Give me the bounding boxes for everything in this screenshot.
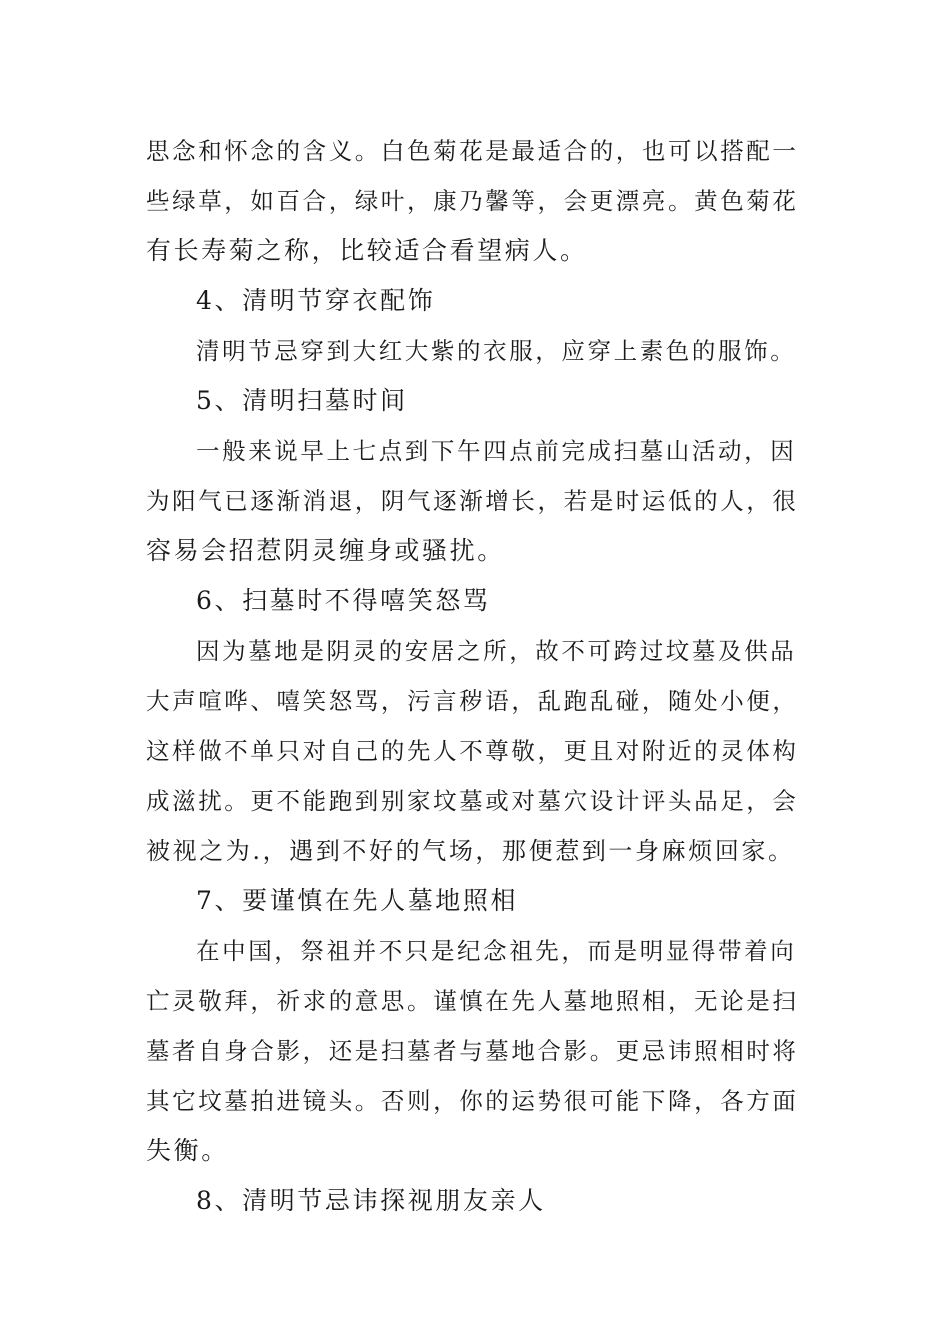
text-line: 些绿草，如百合，绿叶，康乃馨等，会更漂亮。黄色菊花 <box>146 187 799 215</box>
section-heading: 5、清明扫墓时间 <box>196 386 408 415</box>
text-line: 因为墓地是阴灵的安居之所，故不可跨过坟墓及供品 <box>196 637 797 665</box>
text-line: 思念和怀念的含义。白色菊花是最适合的，也可以搭配一 <box>146 137 799 165</box>
text-line: 在中国，祭祖并不只是纪念祖先，而是明显得带着向 <box>196 937 797 965</box>
text-line: 亡灵敬拜，祈求的意思。谨慎在先人墓地照相，无论是扫 <box>146 987 799 1015</box>
text-line: 为阳气已逐渐消退，阴气逐渐增长，若是时运低的人，很 <box>146 487 799 515</box>
text-line: 清明节忌穿到大红大紫的衣服，应穿上素色的服饰。 <box>196 337 797 365</box>
text-line: 墓者自身合影，还是扫墓者与墓地合影。更忌讳照相时将 <box>146 1037 799 1065</box>
text-line: 容易会招惹阴灵缠身或骚扰。 <box>146 536 505 565</box>
text-line: 其它坟墓拍进镜头。否则，你的运势很可能下降，各方面 <box>146 1087 799 1115</box>
text-line: 失衡。 <box>146 1136 229 1165</box>
text-line: 有长寿菊之称，比较适合看望病人。 <box>146 236 588 265</box>
text-line: 被视之为.，遇到不好的气场，那便惹到一身麻烦回家。 <box>146 837 795 865</box>
section-heading: 6、扫墓时不得嘻笑怒骂 <box>196 586 491 615</box>
text-line: 这样做不单只对自己的先人不尊敬，更且对附近的灵体构 <box>146 737 799 765</box>
section-heading: 7、要谨慎在先人墓地照相 <box>196 886 519 915</box>
text-line: 一般来说早上七点到下午四点前完成扫墓山活动，因 <box>196 437 797 465</box>
text-line: 大声喧哗、嘻笑怒骂，污言秽语，乱跑乱碰，随处小便， <box>146 687 799 715</box>
section-heading: 4、清明节穿衣配饰 <box>196 286 436 315</box>
section-heading: 8、清明节忌讳探视朋友亲人 <box>196 1186 546 1215</box>
text-line: 成滋扰。更不能跑到别家坟墓或对墓穴设计评头品足，会 <box>146 787 799 815</box>
